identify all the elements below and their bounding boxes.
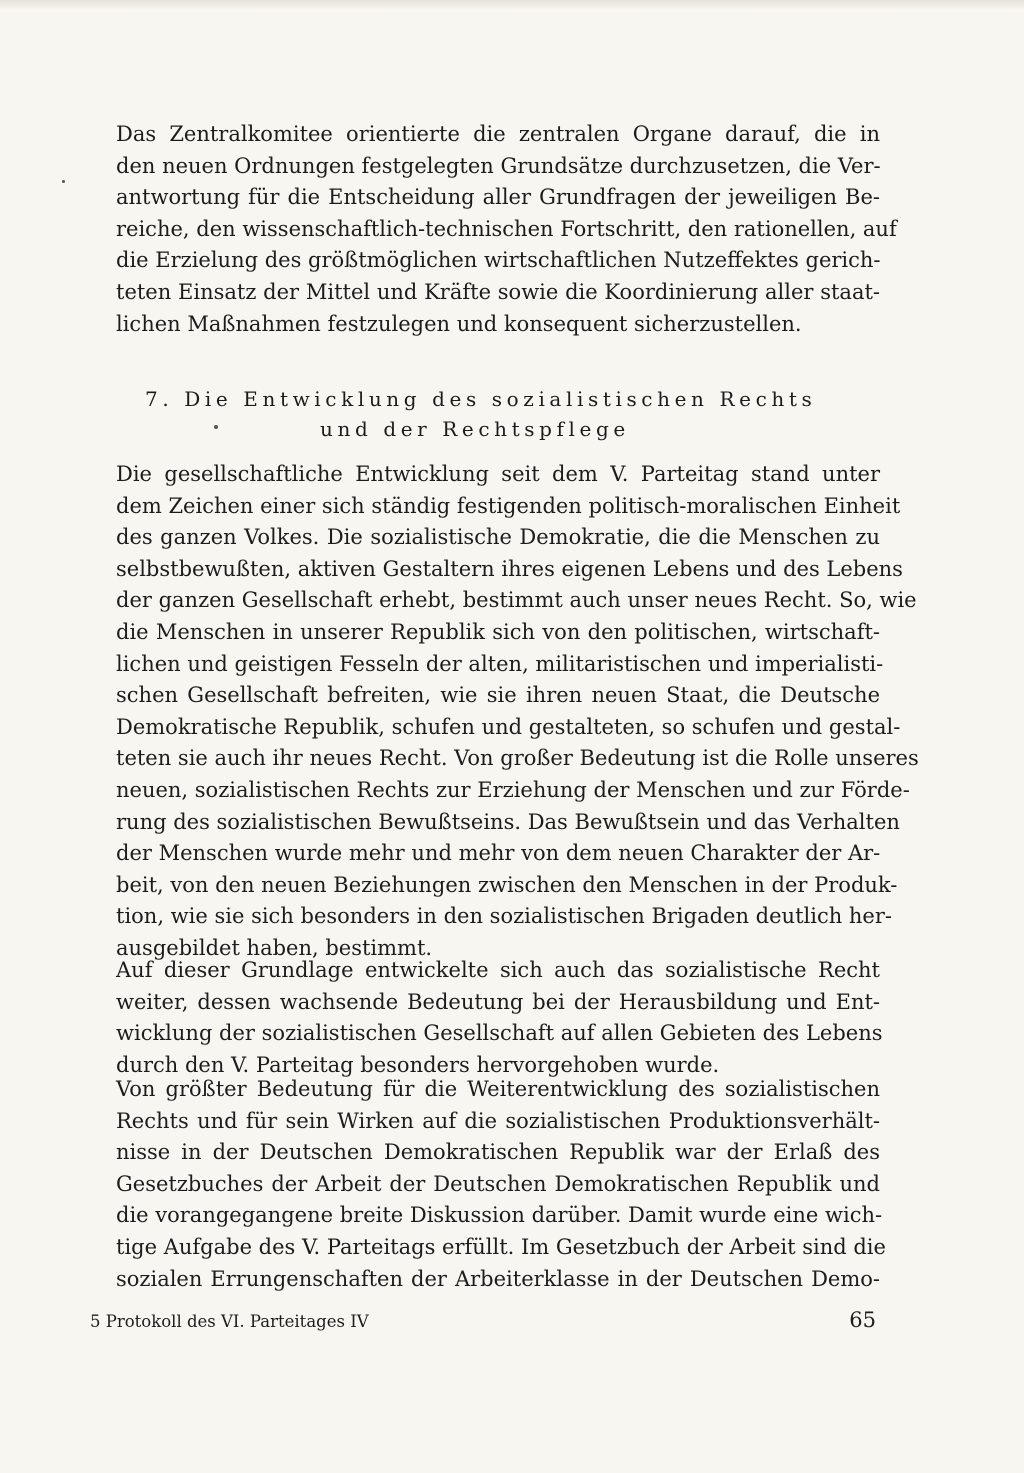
text-line: Die gesellschaftliche Entwicklung seit dem V. Parteitag stand unter bbox=[116, 462, 880, 486]
scan-speck bbox=[214, 425, 218, 429]
text-line: sozialen Errungenschaften der Arbeiterklasse in der Deutschen Demo- bbox=[116, 1266, 880, 1291]
scan-edge bbox=[0, 0, 1024, 10]
text-line: Das Zentralkomitee orientierte die zentralen Organe darauf, die in bbox=[116, 122, 880, 146]
text-line: Auf dieser Grundlage entwickelte sich auch das sozialistische Recht bbox=[116, 958, 880, 982]
text-line: des ganzen Volkes. Die sozialistische Demokratie, die die Menschen zu bbox=[116, 525, 880, 550]
text-line: tion, wie sie sich besonders in den sozialistischen Brigaden deutlich her- bbox=[116, 904, 892, 929]
text-line: antwortung für die Entscheidung aller Grundfragen der jeweiligen Be- bbox=[116, 185, 880, 210]
text-line: beit, von den neuen Beziehungen zwischen den Menschen in der Produk- bbox=[116, 872, 898, 897]
paragraph-section-3 bbox=[116, 1074, 886, 1295]
section-heading-line-1: 7. Die Entwicklung des sozialistischen Rechts bbox=[145, 387, 817, 411]
section-heading-line-2: und der Rechtspflege bbox=[320, 417, 630, 441]
text-line: die Menschen in unserer Republik sich von den politischen, wirtschaft- bbox=[116, 619, 880, 644]
text-line: Von größter Bedeutung für die Weiterentwicklung des sozialistischen bbox=[116, 1077, 880, 1101]
text-line: ausgebildet haben, bestimmt. bbox=[116, 935, 433, 960]
text-line: durch den V. Parteitag besonders hervorgehoben wurde. bbox=[116, 1052, 720, 1077]
scan-speck bbox=[62, 180, 65, 183]
text-line: schen Gesellschaft befreiten, wie sie ihren neuen Staat, die Deutsche bbox=[116, 683, 880, 708]
text-line: rung des sozialistischen Bewußtseins. Das Bewußtsein und das Verhalten bbox=[116, 809, 900, 834]
text-line: neuen, sozialistischen Rechts zur Erziehung der Menschen und zur Förde- bbox=[116, 777, 910, 802]
paragraph-section-2 bbox=[116, 955, 883, 1081]
text-line: teten sie auch ihr neues Recht. Von großer Bedeutung ist die Rolle unseres bbox=[116, 746, 919, 771]
text-line: den neuen Ordnungen festgelegten Grundsätze durchzusetzen, die Ver- bbox=[116, 153, 881, 178]
text-line: lichen und geistigen Fesseln der alten, militaristischen und imperialisti- bbox=[116, 651, 884, 676]
text-line: lichen Maßnahmen festzulegen und konsequent sicherzustellen. bbox=[116, 311, 802, 336]
text-line: weiter, dessen wachsende Bedeutung bei der Herausbildung und Ent- bbox=[116, 989, 880, 1014]
text-line: der Menschen wurde mehr und mehr von dem neuen Charakter der Ar- bbox=[116, 841, 881, 866]
paragraph-section-1 bbox=[116, 459, 919, 965]
text-line: wicklung der sozialistischen Gesellschaft auf allen Gebieten des Lebens bbox=[116, 1021, 883, 1046]
text-line: nisse in der Deutschen Demokratischen Republik war der Erlaß des bbox=[116, 1140, 880, 1165]
footer-signature: 5 Protokoll des VI. Parteitages IV bbox=[90, 1312, 369, 1331]
text-line: tige Aufgabe des V. Parteitags erfüllt. Im Gesetzbuch der Arbeit sind die bbox=[116, 1234, 886, 1259]
text-line: der ganzen Gesellschaft erhebt, bestimmt auch unser neues Recht. So, wie bbox=[116, 588, 917, 613]
page-number: 65 bbox=[849, 1308, 876, 1332]
text-line: dem Zeichen einer sich ständig festigenden politisch-moralischen Einheit bbox=[116, 493, 901, 518]
text-line: reiche, den wissenschaftlich-technischen Fortschritt, den rationellen, auf bbox=[116, 216, 897, 241]
paragraph-intro bbox=[116, 119, 897, 340]
text-line: die Erzielung des größtmöglichen wirtschaftlichen Nutzeffektes gerich- bbox=[116, 248, 881, 273]
text-line: teten Einsatz der Mittel und Kräfte sowie die Koordinierung aller staat- bbox=[116, 279, 880, 304]
text-line: Gesetzbuches der Arbeit der Deutschen Demokratischen Republik und bbox=[116, 1171, 880, 1196]
text-line: die vorangegangene breite Diskussion darüber. Damit wurde eine wich- bbox=[116, 1203, 883, 1228]
text-line: Rechts und für sein Wirken auf die sozialistischen Produktionsverhält- bbox=[116, 1108, 880, 1133]
text-line: Demokratische Republik, schufen und gestalteten, so schufen und gestal- bbox=[116, 714, 901, 739]
text-line: selbstbewußten, aktiven Gestaltern ihres eigenen Lebens und des Lebens bbox=[116, 556, 903, 581]
